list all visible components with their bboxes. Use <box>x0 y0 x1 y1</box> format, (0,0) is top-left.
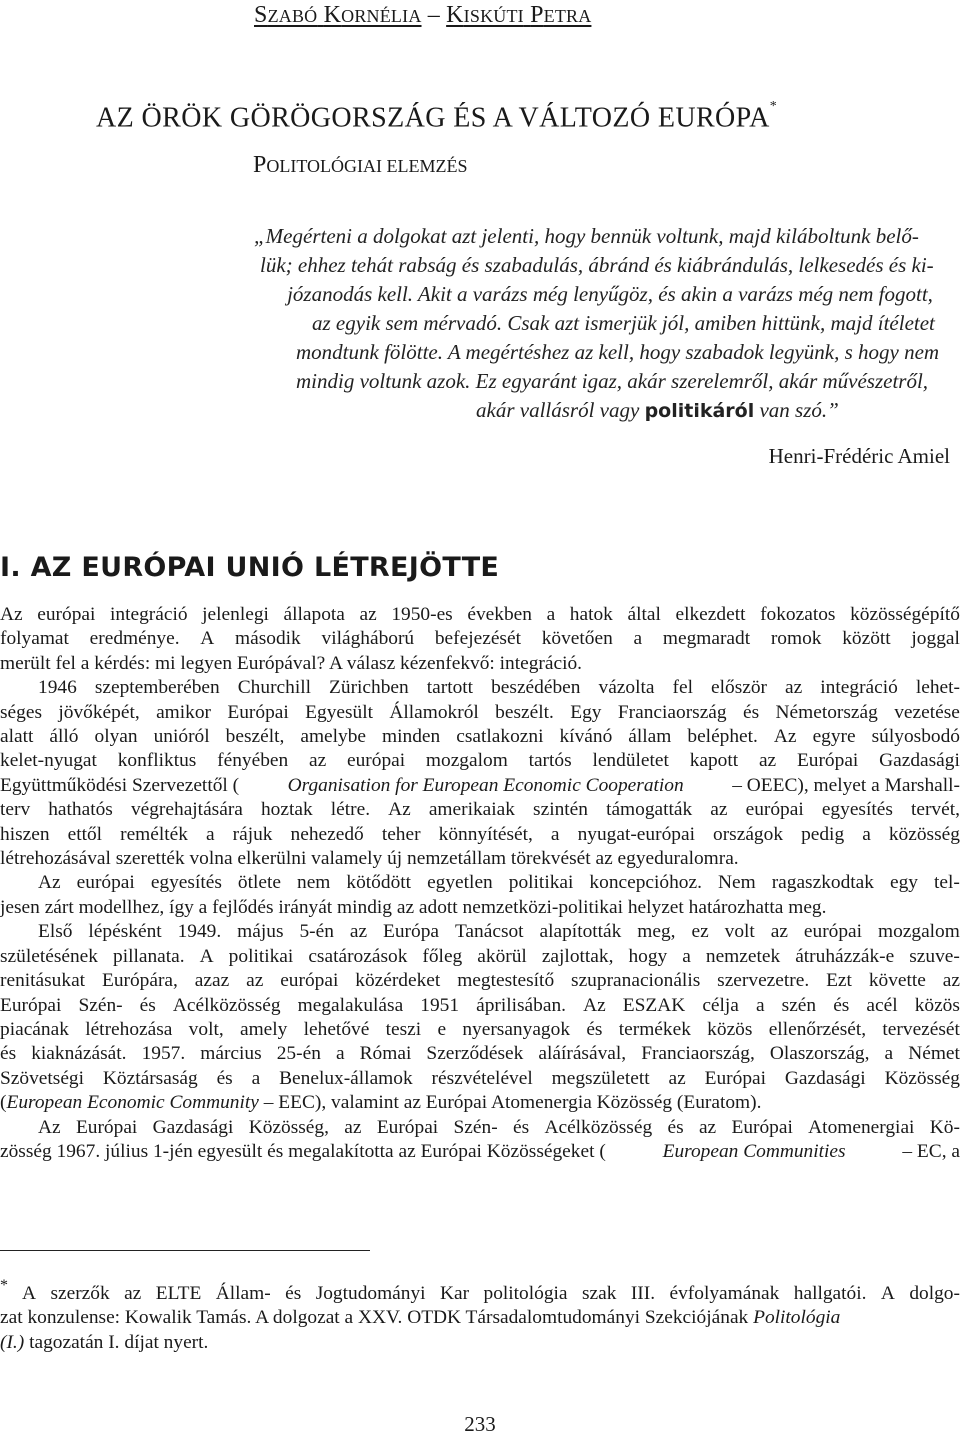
italic-term-oeec: Organisation for European Economic Cooperation <box>287 774 684 796</box>
italic-term-eec: European Economic Community <box>6 1092 259 1114</box>
author-line: SZABÓ KORNÉLIA – KISKÚTI PETRA <box>254 2 592 28</box>
quote-bold-word: politikáról <box>644 400 755 422</box>
epigraph-quote: „Megérteni a dolgokat azt jelenti, hogy bennük voltunk, majd kiláboltunk belő- lük; ehhez tehát rabság és szabadulás, ábránd és kiábrándulás, lelkesedés és ki- józanodás kell. Akit a varázs még lenyűgöz, és akin a varázs még nem fogott, az egyik sem mérvadó. Csak azt ismerjük jól, amiben hittünk, majd ítéletet mondtunk fölötte. A megértéshez az kell, hogy szabadok legyünk, s hogy nem mindig voltunk azok. Ez egyaránt igaz, akár szerelemről, akár művészetről, akár vallásról vagy politikáról van szó.” <box>254 224 940 422</box>
quote-attribution: Henri-Frédéric Amiel <box>768 444 950 468</box>
footnote-divider <box>0 1250 370 1251</box>
italic-term-ec: European Communities <box>662 1140 846 1162</box>
footnote: * A szerzők az ELTE Állam- és Jogtudományi Kar politológia szak III. évfolyamának hallgatói. A dolgo- zat konzulense: Kowalik Tamás. A dolgozat a XXV. OTDK Társadalomtudományi Szekciójának Politológia (I.) tagozatán I. díjat nyert. <box>0 1282 960 1355</box>
paper-subtitle: POLITOLÓGIAI ELEMZÉS <box>253 152 468 178</box>
footnote-mark: * <box>0 1277 8 1294</box>
page-number: 233 <box>464 1412 496 1436</box>
paragraph-1: Az európai integráció jelenlegi állapota az 1950-es években a hatok által elkezdett fokozatos közösségépítő folyamat eredménye. A második világháború befejezését követően a megmaradt romok között joggal merült fel a kérdés: mi legyen Európával? A válasz kézenfekvő: integráció. <box>0 604 960 674</box>
title-footnote-mark: * <box>769 99 778 114</box>
section-heading: I. AZ EURÓPAI UNIÓ LÉTREJÖTTE <box>0 552 500 583</box>
paragraph-2: 1946 szeptemberében Churchill Zürichben tartott beszédében vázolta fel először az integráció lehet- séges jövőképét, amikor Európai Egyesült Államokról beszélt. Egy Franciaország és Németország vezetése alatt álló olyan unióról beszélt, amelybe minden csatlakozni kívánó állam beléphet. Az egyre súlyosbodó kelet-nyugat konfliktus fényében az európai mozgalom tartós lendületet kapott az Európai Gazdasági Együttműködési Szervezettől ( Organisation for European Economic Cooperation – OEEC), melyet a Marshall- terv hathatós végrehajtására hoztak létre. Az amerikaiak szintén támogatták az európai egyesítés tervét, hiszen ettől remélték a rájuk nehezedő teher könnyítését, a nyugat-európai országok pedig a közösség létrehozásával szerették volna elkerülni valamely új nemzetállam törekvését az egyeduralomra. <box>0 677 960 870</box>
author-2: KISKÚTI PETRA <box>446 2 592 28</box>
author-1: SZABÓ KORNÉLIA <box>254 2 422 28</box>
paragraph-3: Az európai egyesítés ötlete nem kötődött egyetlen politikai koncepcióhoz. Nem ragaszkodtak egy tel- jesen zárt modellhez, így a fejlődés irányát mindig az adott nemzetközi-politikai helyzet határozhatta meg. <box>0 872 960 918</box>
paper-title: AZ ÖRÖK GÖRÖGORSZÁG ÉS A VÁLTOZÓ EURÓPA* <box>96 99 778 134</box>
paragraph-4: Első lépésként 1949. május 5-én az Európa Tanácsot alapították meg, ez volt az európai mozgalom születésének pillanata. A politikai csatározások főleg akörül zajlottak, hogy a nemzetek átruházzák-e szuve- renitásukat Európára, azaz az európai közérdeket megtestesítő szupranacionális szervezetre. Ezt követte az Európai Szén- és Acélközösség megalakulása 1951 áprilisában. Az ESZAK célja a szén és acél közös piacának létrehozása volt, amely lehetővé teszi e nyersanyagok és termékek közös ellenőrzését, tervezését és kiaknázását. 1957. március 25-én a Római Szerződések aláírásával, Franciaország, Olaszország, a Német Szövetségi Köztársaság és a Benelux-államok részvételével megszületett az Európai Gazdasági Közösség (European Economic Community – EEC), valamint az Európai Atomenergia Közösség (Euratom). <box>0 921 960 1114</box>
body-text <box>0 603 960 1164</box>
paragraph-5: Az Európai Gazdasági Közösség, az Európai Szén- és Acélközösség és az Európai Atomenergiai Kö- zösség 1967. július 1-jén egyesült és megalakította az Európai Közösségeket ( European Communities – EC, a <box>0 1116 960 1165</box>
